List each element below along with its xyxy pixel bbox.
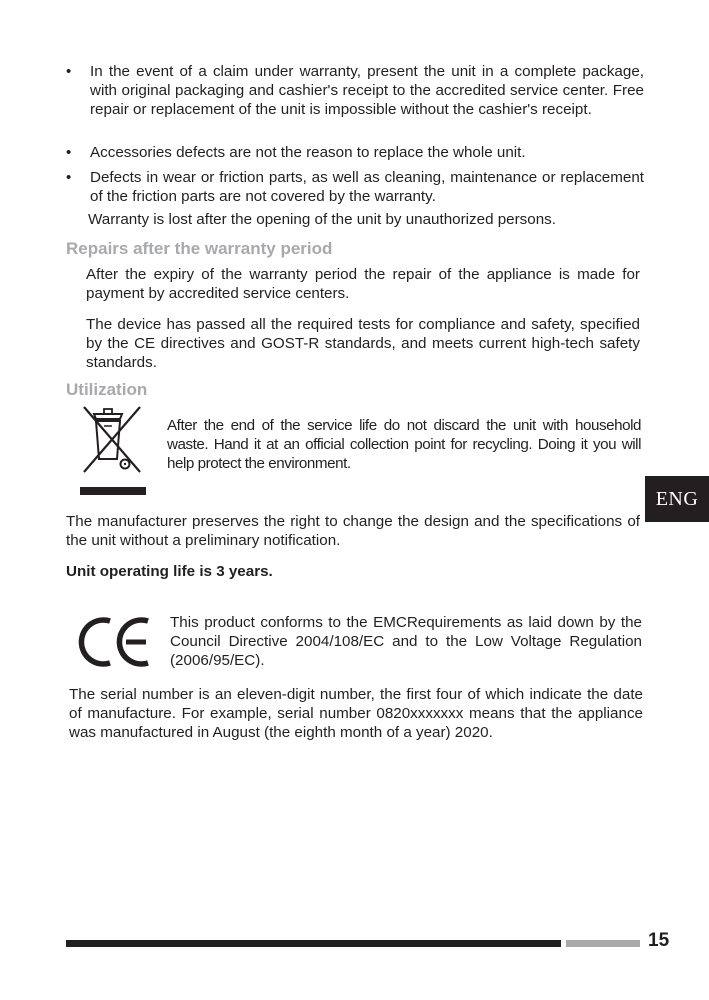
language-tab: ENG [645,476,709,522]
manufacturer-note: The manufacturer preserves the right to change the design and the specifications of the unit without a preliminary notification. [66,513,640,549]
bullet-dot: • [66,169,72,186]
repairs-heading: Repairs after the warranty period [66,239,333,258]
page-number: 15 [648,930,670,951]
bullet-text: Defects in wear or friction parts, as well as cleaning, maintenance or replacement of the friction parts are not covered by the warranty. [90,169,644,205]
bullet-dot: • [66,63,72,80]
ce-text: This product conforms to the EMCRequirements as laid down by the Council Directive 2004/108/EC and to the Low Voltage Regulation (2006/95/EC). [170,614,642,669]
footer-divider-gray [566,940,640,947]
bullet-text: In the event of a claim under warranty, present the unit in a complete package, with original packaging and cashier's receipt to the accredited service center. Free repair or replacement of the unit is impossible without the cashier's receipt. [90,63,644,118]
bullet-text: Accessories defects are not the reason to replace the whole unit. [90,144,526,161]
ce-mark-icon [74,614,152,670]
operating-life: Unit operating life is 3 years. [66,563,273,580]
utilization-heading: Utilization [66,380,148,399]
compliance-text: The device has passed all the required tests for compliance and safety, specified by the CE directives and GOST-R standards, and meets current high-tech safety standards. [86,316,640,371]
footer-divider-dark [66,940,561,947]
bullet-dot: • [66,144,72,161]
repairs-text: After the expiry of the warranty period the repair of the appliance is made for payment by accredited service centers. [86,266,640,302]
bullet-item [66,62,644,119]
bullet-item [66,143,644,162]
warranty-lost-note: Warranty is lost after the opening of the unit by unauthorized persons. [88,211,556,228]
crossed-out-wheelie-bin-icon [78,404,150,498]
bullet-item [66,168,644,206]
utilization-text: After the end of the service life do not discard the unit with household waste. Hand it at an official collection point for recycling. Doing it you will help protect the environment. [167,417,641,472]
serial-text: The serial number is an eleven-digit number, the first four of which indicate the date of manufacture. For example, serial number 0820xxxxxxx means that the appliance was manufactured in August (the eighth month of a year) 2020. [69,686,643,741]
